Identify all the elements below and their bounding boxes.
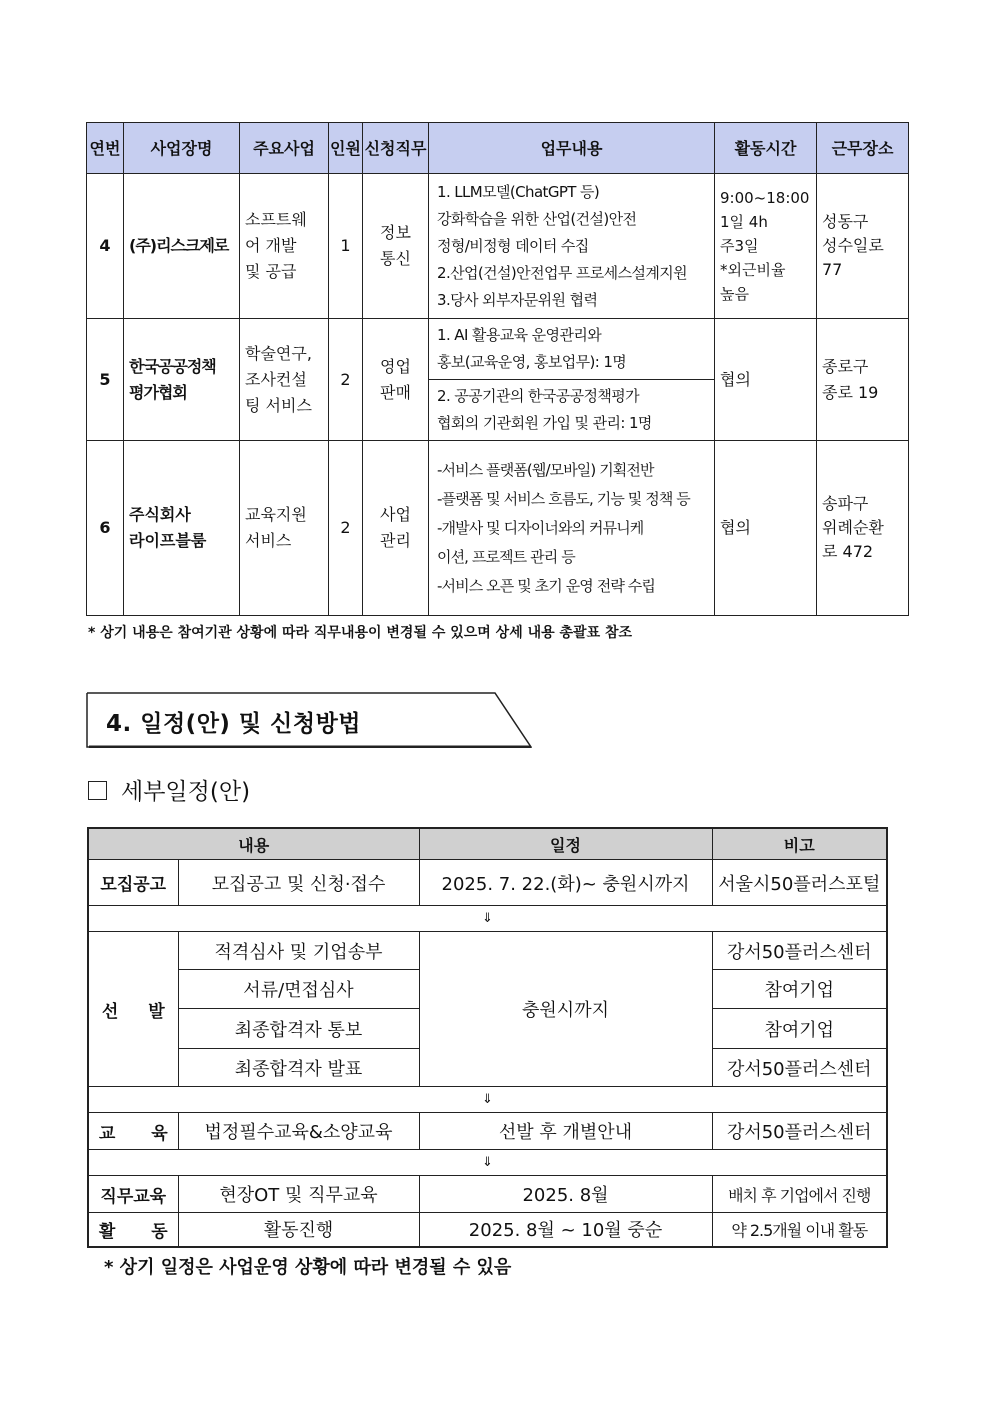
header-company: 사업장명	[124, 123, 240, 174]
selection-label: 선 발	[88, 932, 178, 1087]
down-arrow-icon: ⇓	[88, 1150, 887, 1176]
header-tasks: 업무내용	[429, 123, 715, 174]
row-place: 종로구 종로 19	[817, 319, 909, 441]
table-row	[87, 319, 909, 441]
recruit-label: 모집공고	[88, 860, 178, 906]
row-tasks: -서비스 플랫폼(웹/모바일) 기획전반 -플랫폼 및 서비스 흐름도, 기능 및 정책 등 -개발사 및 디자이너와의 커뮤니케 이션, 프로젝트 관리 등 -서비스 오픈 및 초기 운영 전략 수립	[429, 441, 715, 616]
table-row	[88, 932, 887, 970]
arrow-row	[88, 1150, 887, 1176]
row-count: 1	[329, 174, 363, 319]
table-row	[88, 1176, 887, 1213]
row-hours: 9:00~18:00 1일 4h 주3일 *외근비율 높음	[715, 174, 817, 319]
schedule-header	[88, 828, 887, 860]
selection-content: 최종합격자 발표	[178, 1049, 419, 1087]
row-no: 6	[87, 441, 124, 616]
jobtraining-content: 현장OT 및 직무교육	[178, 1176, 419, 1213]
section-header	[86, 692, 532, 748]
education-content: 법정필수교육&소양교육	[178, 1113, 419, 1150]
row-place: 송파구 위례순환 로 472	[817, 441, 909, 616]
schedule-note: * 상기 일정은 사업운영 상황에 따라 변경될 수 있음	[104, 1257, 512, 1278]
education-schedule: 선발 후 개별안내	[419, 1113, 712, 1150]
header-content: 내용	[88, 828, 419, 860]
down-arrow-icon: ⇓	[88, 906, 887, 932]
header-no: 연번	[87, 123, 124, 174]
task-item: 1. AI 활용교육 운영관리와 홍보(교육운영, 홍보업무): 1명	[437, 326, 627, 371]
header-note: 비고	[712, 828, 887, 860]
down-arrow-icon: ⇓	[88, 1087, 887, 1113]
row-company: 주식회사 라이프블룸	[124, 441, 240, 616]
arrow-row	[88, 1087, 887, 1113]
selection-note: 참여기업	[712, 970, 887, 1009]
table-row	[87, 174, 909, 319]
activity-content: 활동진행	[178, 1213, 419, 1247]
row-count: 2	[329, 441, 363, 616]
header-schedule: 일정	[419, 828, 712, 860]
selection-note: 강서50플러스센터	[712, 1049, 887, 1087]
recruit-content: 모집공고 및 신청·접수	[178, 860, 419, 906]
selection-content: 최종합격자 통보	[178, 1009, 419, 1049]
table-note: * 상기 내용은 참여기관 상황에 따라 직무내용이 변경될 수 있으며 상세 내용 총괄표 참조	[88, 625, 633, 641]
recruit-note: 서울시50플러스포털	[712, 860, 887, 906]
schedule-table	[87, 827, 888, 1248]
row-hours: 협의	[715, 319, 817, 441]
table-row	[88, 1213, 887, 1247]
section-title: 4. 일정(안) 및 신청방법	[106, 711, 362, 737]
recruit-schedule: 2025. 7. 22.(화)~ 충원시까지	[419, 860, 712, 906]
row-no: 4	[87, 174, 124, 319]
selection-schedule: 충원시까지	[419, 932, 712, 1087]
row-company: (주)리스크제로	[124, 174, 240, 319]
row-no: 5	[87, 319, 124, 441]
header-business: 주요사업	[240, 123, 329, 174]
jobtraining-schedule: 2025. 8월	[419, 1176, 712, 1213]
header-place: 근무장소	[817, 123, 909, 174]
row-tasks	[429, 319, 715, 441]
jobtraining-note: 배치 후 기업에서 진행	[712, 1176, 887, 1213]
checkbox-square-icon	[88, 781, 107, 800]
header-job: 신청직무	[363, 123, 429, 174]
header-hours: 활동시간	[715, 123, 817, 174]
row-place: 성동구 성수일로 77	[817, 174, 909, 319]
table-row	[87, 441, 909, 616]
header-count: 인원	[329, 123, 363, 174]
arrow-row	[88, 906, 887, 932]
job-table-header	[87, 123, 909, 174]
selection-note: 강서50플러스센터	[712, 932, 887, 970]
selection-content: 적격심사 및 기업송부	[178, 932, 419, 970]
jobtraining-label: 직무교육	[88, 1176, 178, 1213]
row-count: 2	[329, 319, 363, 441]
row-business: 학술연구, 조사컨설 팅 서비스	[240, 319, 329, 441]
education-note: 강서50플러스센터	[712, 1113, 887, 1150]
table-row	[88, 860, 887, 906]
job-table	[86, 122, 909, 616]
activity-label: 활 동	[88, 1213, 178, 1247]
row-job: 사업 관리	[363, 441, 429, 616]
row-business: 교육지원 서비스	[240, 441, 329, 616]
table-row	[88, 1113, 887, 1150]
education-label: 교 육	[88, 1113, 178, 1150]
selection-content: 서류/면접심사	[178, 970, 419, 1009]
row-company: 한국공공정책 평가협회	[124, 319, 240, 441]
subsection-title	[88, 773, 250, 806]
task-item: 2. 공공기관의 한국공공정책평가 협회의 기관회원 가입 및 관리: 1명	[429, 379, 714, 440]
row-job: 영업 판매	[363, 319, 429, 441]
activity-schedule: 2025. 8월 ~ 10월 중순	[419, 1213, 712, 1247]
row-job: 정보 통신	[363, 174, 429, 319]
row-business: 소프트웨 어 개발 및 공급	[240, 174, 329, 319]
row-tasks: 1. LLM모델(ChatGPT 등) 강화학습을 위한 산업(건설)안전 정형/비정형 데이터 수집 2.산업(건설)안전업무 프로세스설계지원 3.당사 외부자문위원 협력	[429, 174, 715, 319]
row-hours: 협의	[715, 441, 817, 616]
activity-note: 약 2.5개월 이내 활동	[712, 1213, 887, 1247]
subsection-title-text: 세부일정(안)	[121, 779, 251, 805]
selection-note: 참여기업	[712, 1009, 887, 1049]
